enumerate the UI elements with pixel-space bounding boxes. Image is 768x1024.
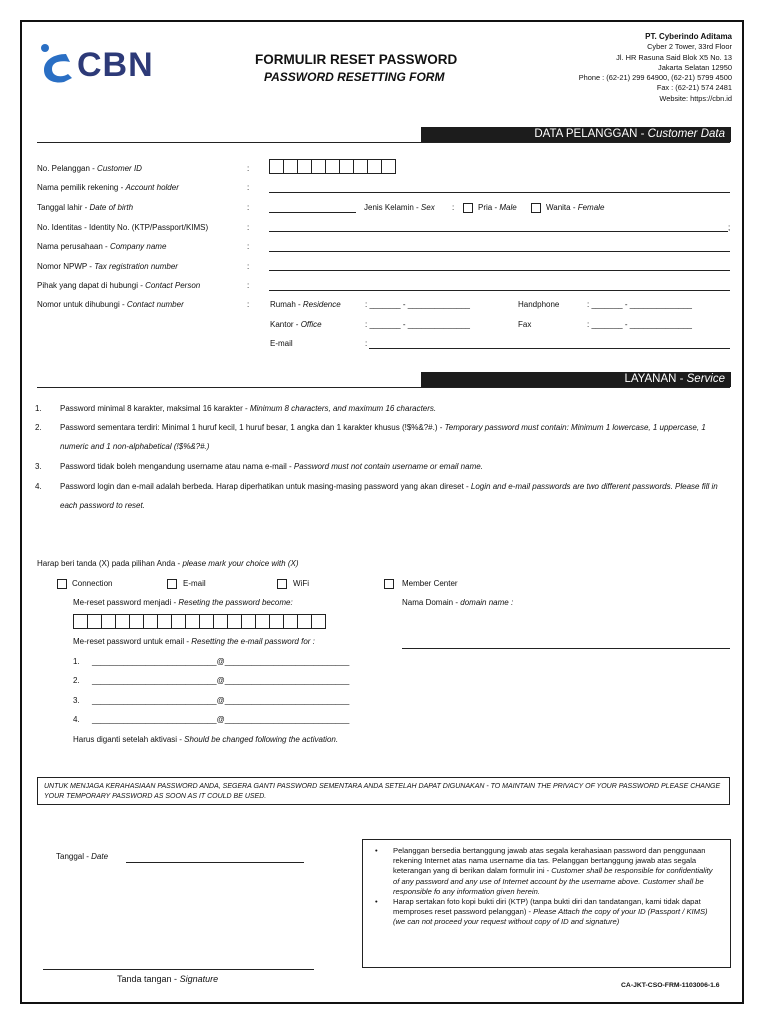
- terms-item-it: Please Attach the copy of your ID (Passport / KIMS) (we can not proceed your request without copy of ID and signature): [393, 907, 708, 927]
- password-box[interactable]: [227, 614, 242, 629]
- colon: :: [247, 242, 250, 251]
- password-box[interactable]: [171, 614, 186, 629]
- label-it: Contact number: [126, 300, 184, 309]
- cbn-logo: [36, 40, 161, 88]
- logo-text: CBN: [77, 46, 154, 84]
- reset-password-label: [73, 598, 293, 607]
- email-field[interactable]: [369, 348, 730, 349]
- service-item-it: Minimum 8 characters, and maximum 16 characters.: [249, 404, 437, 413]
- signature-label-main: Tanda tangan -: [117, 974, 180, 984]
- office-label-main: Kantor -: [270, 320, 301, 329]
- section-rule: [37, 387, 730, 388]
- new-password-boxes[interactable]: [73, 614, 325, 632]
- sex-colon: :: [452, 203, 455, 212]
- id-box[interactable]: [339, 159, 354, 174]
- service-item: [60, 477, 734, 515]
- service-item-number: 2.: [35, 423, 42, 432]
- domain-name-label-main: Nama Domain -: [402, 598, 461, 607]
- service-item: [60, 418, 734, 456]
- signature-field[interactable]: [43, 969, 314, 970]
- sex-label-main: Jenis Kelamin -: [364, 203, 421, 212]
- fax-field[interactable]: : _______ - ______________: [587, 320, 692, 329]
- choice-prompt-main: Harap beri tanda (X) pada pilihan Anda -: [37, 559, 183, 568]
- colon: :: [247, 281, 250, 290]
- male-checkbox[interactable]: [463, 203, 473, 213]
- label-it: Company name: [109, 242, 167, 251]
- id-box[interactable]: [311, 159, 326, 174]
- id-box[interactable]: [325, 159, 340, 174]
- label-customer-id: [37, 164, 142, 173]
- label-it: Customer ID: [97, 164, 142, 173]
- colon: :: [247, 183, 250, 192]
- label-account-holder: [37, 183, 179, 192]
- bullet-icon: •: [375, 897, 378, 907]
- date-label: [56, 852, 108, 861]
- password-box[interactable]: [269, 614, 284, 629]
- tax-number-field[interactable]: [269, 270, 730, 271]
- label-identity-no: [37, 223, 208, 232]
- label-main: No. Identitas - Identity No. (KTP/Passport/KIMS): [37, 223, 209, 232]
- company-address-2: Jl. HR Rasuna Said Blok X5 No. 13: [616, 52, 732, 62]
- service-header-main: LAYANAN -: [624, 373, 687, 385]
- email-line-number: 2.: [73, 676, 80, 685]
- password-box[interactable]: [241, 614, 256, 629]
- label-tax-number: [37, 262, 178, 271]
- company-name-field[interactable]: [269, 251, 730, 252]
- email-reset-label-main: Me-reset password untuk email -: [73, 637, 192, 646]
- residence-phone-field[interactable]: : _______ - ______________: [365, 300, 470, 309]
- reset-password-label-main: Me-reset password menjadi -: [73, 598, 179, 607]
- privacy-notice-text: UNTUK MENJAGA KERAHASIAAN PASSWORD ANDA, SEGERA GANTI PASSWORD SEMENTARA ANDA SETELAH DAPAT DIGUNAKAN - TO MAINTAIN THE PRIVACY OF YOUR PASSWORD PLEASE CHANGE YOUR TEMPORARY PASSWORD AS SOON AS IT COULD BE USED.: [44, 783, 721, 800]
- wifi-checkbox[interactable]: [277, 579, 287, 589]
- service-item-main: Password login dan e-mail adalah berbeda. Harap diperhatikan untuk masing-masing password yang akan direset -: [60, 482, 471, 491]
- terms-item-it: Customer shall be responsible for confidentiality of any password and any use of Internet account by the username above. Customer shall be responsible fo any information given herein.: [393, 866, 713, 896]
- colon: :: [247, 223, 250, 232]
- company-city: Jakarta Selatan 12950: [658, 62, 732, 72]
- company-address-1: Cyber 2 Tower, 33rd Floor: [647, 42, 732, 52]
- bullet-icon: •: [375, 846, 378, 855]
- email-line-number: 4.: [73, 715, 80, 724]
- email-label: E-mail: [270, 339, 293, 348]
- email-line-field[interactable]: ____________________________@____________________________: [92, 657, 350, 666]
- label-it: Tax registration number: [94, 262, 178, 271]
- female-checkbox[interactable]: [531, 203, 541, 213]
- service-item: [60, 399, 734, 418]
- email-line-number: 3.: [73, 696, 80, 705]
- option-connection: Connection: [72, 579, 113, 588]
- customer-data-header-main: DATA PELANGGAN -: [534, 128, 648, 140]
- change-after-activation-main: Harus diganti setelah aktivasi -: [73, 735, 185, 744]
- service-item-main: Password minimal 8 karakter, maksimal 16 karakter -: [60, 404, 250, 413]
- email-line-number: 1.: [73, 657, 80, 666]
- email-checkbox[interactable]: [167, 579, 177, 589]
- terms-item: [371, 846, 720, 897]
- company-fax: Fax : (62-21) 574 2481: [656, 83, 732, 93]
- domain-name-label-it: domain name :: [460, 598, 514, 607]
- label-main: Nomor untuk dihubungi -: [37, 300, 127, 309]
- label-contact-number: [37, 300, 184, 309]
- female-label: [546, 203, 604, 212]
- section-rule: [37, 142, 730, 143]
- email-reset-label-it: Resetting the e-mail password for :: [191, 637, 315, 646]
- female-label-main: Wanita -: [546, 203, 578, 212]
- identity-no-field[interactable]: [269, 231, 728, 232]
- identity-end-colon: ;: [728, 223, 731, 232]
- email-reset-label: [73, 637, 315, 646]
- password-box[interactable]: [129, 614, 144, 629]
- password-box[interactable]: [101, 614, 116, 629]
- residence-label-it: Residence: [302, 300, 341, 309]
- signature-label: [117, 974, 218, 984]
- service-item-it: Temporary password must contain: Minimum 1 lowercase, 1 uppercase, 1 numeric and 1 non-alphabetical (!$%&?#.): [60, 423, 706, 451]
- option-email: E-mail: [183, 579, 206, 588]
- label-company-name: [37, 242, 166, 251]
- customer-id-boxes[interactable]: [269, 159, 395, 177]
- password-box[interactable]: [157, 614, 172, 629]
- email-line-field[interactable]: ____________________________@____________________________: [92, 676, 350, 685]
- colon: :: [247, 262, 250, 271]
- service-header-it: Service: [686, 373, 725, 385]
- id-box[interactable]: [283, 159, 298, 174]
- label-it: Date of birth: [89, 203, 134, 212]
- label-main: Nomor NPWP -: [37, 262, 95, 271]
- option-member-center: Member Center: [402, 579, 458, 588]
- terms-item-main: Harap sertakan foto kopi bukti diri (KTP) (tanpa bukti diri dan tandatangan, kami tidak dapat memproses reset password pelanggan) -: [393, 897, 701, 917]
- date-label-main: Tanggal -: [56, 852, 92, 861]
- terms-item: [371, 897, 720, 928]
- email-line-field[interactable]: ____________________________@____________________________: [92, 715, 350, 724]
- sex-label: [364, 203, 435, 212]
- handphone-label: Handphone: [518, 300, 560, 309]
- sex-label-it: Sex: [420, 203, 435, 212]
- female-label-it: Female: [577, 203, 605, 212]
- male-label-it: Male: [499, 203, 517, 212]
- company-phone: Phone : (62-21) 299 64900, (62-21) 5799 4500: [578, 73, 732, 83]
- company-website: Website: https://cbn.id: [659, 93, 732, 103]
- password-box[interactable]: [185, 614, 200, 629]
- terms-item-main: Pelanggan bersedia bertanggung jawab atas segala kerahasiaan password dan penggunaan rekening Internet atas nama username dia tas. Pelanggan bertanggung jawab atas segala keterangan yang di berikan dalam formulir ini -: [393, 846, 706, 876]
- date-label-it: Date: [91, 852, 109, 861]
- contact-person-field[interactable]: [269, 290, 730, 291]
- form-subtitle: PASSWORD RESETTING FORM: [264, 70, 445, 84]
- id-box[interactable]: [353, 159, 368, 174]
- service-item-it: Login and e-mail passwords are two different passwords. Please fill in each password to reset.: [60, 482, 718, 510]
- password-box[interactable]: [87, 614, 102, 629]
- option-wifi: WiFi: [293, 579, 309, 588]
- terms-box: [362, 839, 731, 968]
- colon: :: [247, 300, 250, 309]
- id-box[interactable]: [269, 159, 284, 174]
- service-item-number: 3.: [35, 462, 42, 471]
- male-label-main: Pria -: [478, 203, 500, 212]
- document-code: CA-JKT-CSO-FRM-1103006-1.6: [621, 982, 720, 989]
- label-main: Nama pemilik rekening -: [37, 183, 126, 192]
- password-box[interactable]: [297, 614, 312, 629]
- label-contact-person: [37, 281, 200, 290]
- password-box[interactable]: [73, 614, 88, 629]
- company-info: [579, 32, 732, 104]
- service-item-it: Password must not contain username or email name.: [293, 462, 483, 471]
- service-item-number: 4.: [35, 482, 42, 491]
- service-item: [60, 457, 734, 476]
- choice-prompt-it: please mark your choice with (X): [182, 559, 299, 568]
- date-of-birth-field[interactable]: [269, 212, 356, 213]
- choice-prompt: [37, 559, 298, 568]
- customer-data-header-it: Customer Data: [647, 128, 725, 140]
- password-box[interactable]: [283, 614, 298, 629]
- change-after-activation-it: Should be changed following the activation.: [184, 735, 339, 744]
- connection-checkbox[interactable]: [57, 579, 67, 589]
- service-item-main: Password sementara terdiri: Minimal 1 huruf kecil, 1 huruf besar, 1 angka dan 1 karakter khusus (!$%&?#.) -: [60, 423, 445, 432]
- label-main: Pihak yang dapat di hubungi -: [37, 281, 146, 290]
- colon: :: [247, 203, 250, 212]
- office-phone-field[interactable]: : _______ - ______________: [365, 320, 470, 329]
- label-main: Nama perusahaan -: [37, 242, 110, 251]
- password-box[interactable]: [199, 614, 214, 629]
- password-box[interactable]: [213, 614, 228, 629]
- customer-data-header: [421, 127, 731, 142]
- service-header: [421, 372, 731, 387]
- service-item-main: Password tidak boleh mengandung username atau nama e-mail -: [60, 462, 294, 471]
- email-colon: :: [365, 339, 368, 348]
- label-main: Tanggal lahir -: [37, 203, 90, 212]
- email-line-field[interactable]: ____________________________@____________________________: [92, 696, 350, 705]
- office-label: [270, 320, 322, 329]
- reset-password-label-it: Reseting the password become:: [178, 598, 293, 607]
- change-after-activation: [73, 735, 338, 744]
- id-box[interactable]: [297, 159, 312, 174]
- date-field[interactable]: [126, 862, 304, 863]
- company-name: PT. Cyberindo Aditama: [645, 32, 732, 41]
- label-it: Contact Person: [145, 281, 201, 290]
- handphone-field[interactable]: : _______ - ______________: [587, 300, 692, 309]
- label-date-of-birth: [37, 203, 133, 212]
- residence-label: [270, 300, 341, 309]
- password-box[interactable]: [143, 614, 158, 629]
- service-item-number: 1.: [35, 404, 42, 413]
- signature-label-it: Signature: [179, 974, 219, 984]
- fax-label: Fax: [518, 320, 532, 329]
- account-holder-field[interactable]: [269, 192, 730, 193]
- form-title: FORMULIR RESET PASSWORD: [255, 52, 458, 67]
- colon: :: [247, 164, 250, 173]
- id-box[interactable]: [367, 159, 382, 174]
- id-box[interactable]: [381, 159, 396, 174]
- member-center-checkbox[interactable]: [384, 579, 394, 589]
- privacy-notice: [37, 777, 730, 805]
- domain-name-field[interactable]: [402, 648, 730, 649]
- password-box[interactable]: [311, 614, 326, 629]
- male-label: [478, 203, 517, 212]
- office-label-it: Office: [300, 320, 322, 329]
- password-box[interactable]: [255, 614, 270, 629]
- label-main: No. Pelanggan -: [37, 164, 98, 173]
- label-it: Account holder: [125, 183, 179, 192]
- residence-label-main: Rumah -: [270, 300, 303, 309]
- password-box[interactable]: [115, 614, 130, 629]
- domain-name-label: [402, 598, 513, 607]
